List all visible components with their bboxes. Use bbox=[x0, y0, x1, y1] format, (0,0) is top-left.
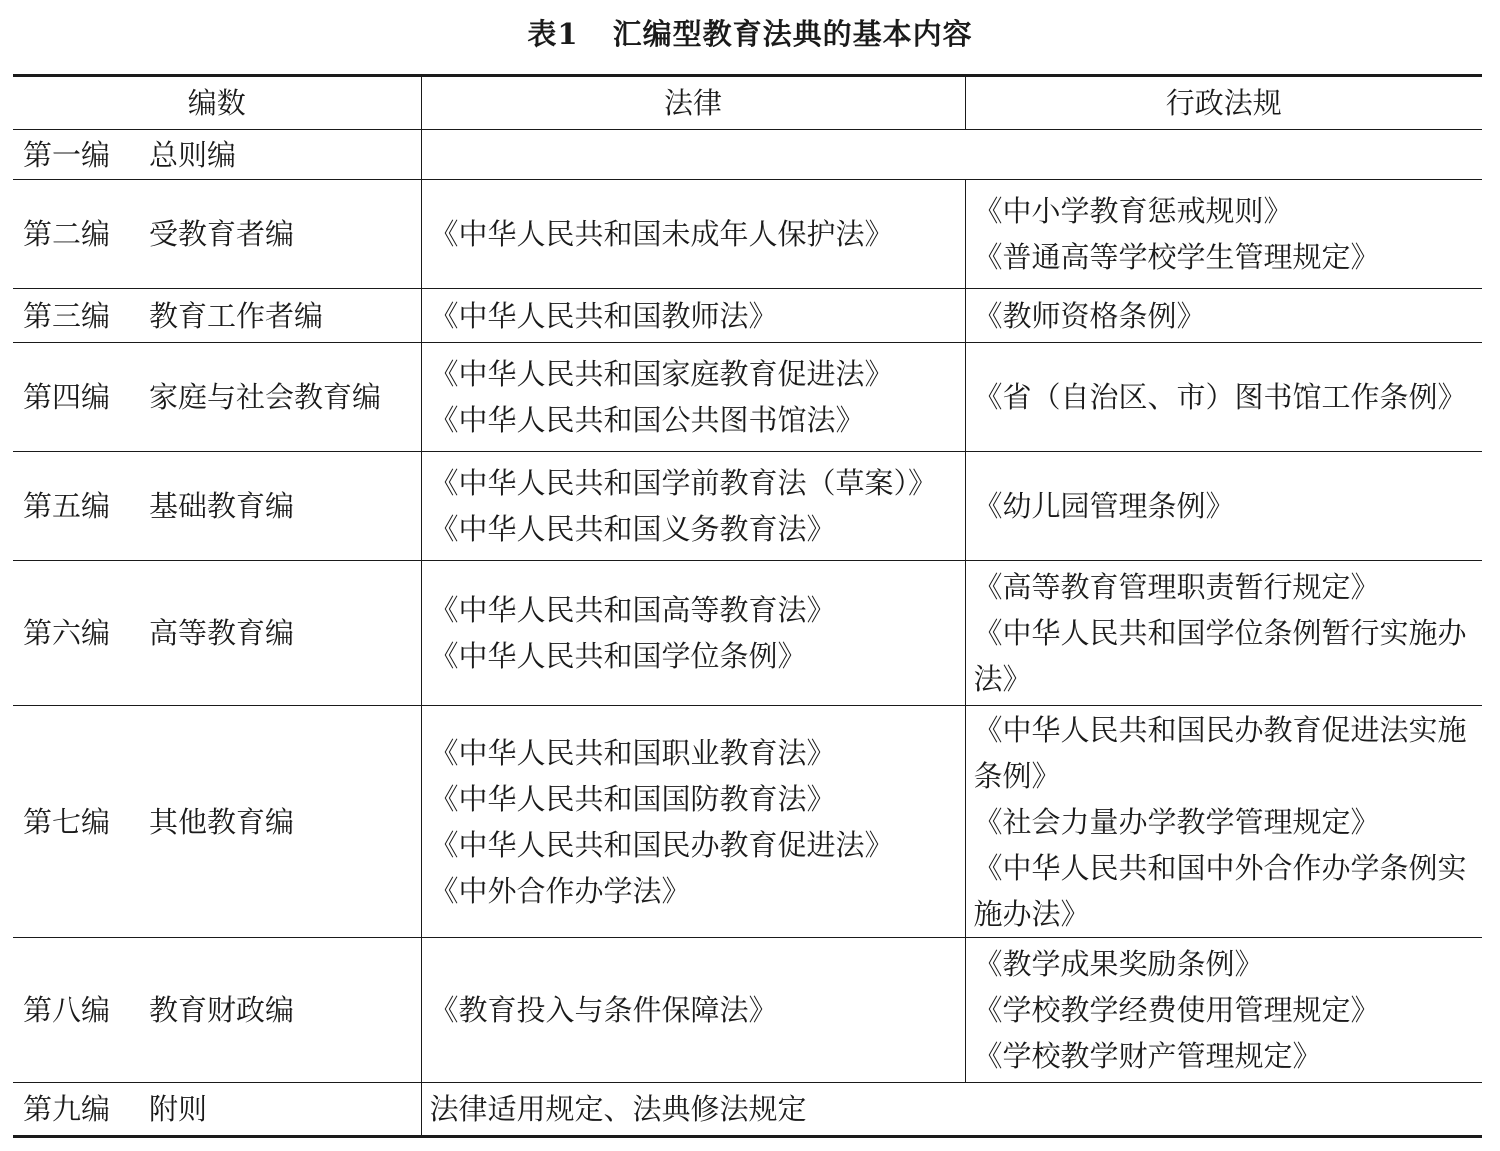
reg-cell bbox=[965, 452, 1482, 561]
law-cell bbox=[421, 706, 965, 938]
header-bian: 编数 bbox=[13, 76, 421, 130]
bian-name: 受教育者编 bbox=[149, 217, 295, 251]
bian-name: 附则 bbox=[149, 1092, 208, 1126]
reg-item: 《中小学教育惩戒规则》 bbox=[973, 194, 1293, 228]
bian-cell bbox=[13, 938, 421, 1083]
bian-number: 第一编 bbox=[23, 137, 111, 172]
law-cell bbox=[421, 561, 965, 706]
bian-name: 家庭与社会教育编 bbox=[149, 380, 382, 414]
table-row bbox=[13, 561, 1482, 706]
table-title: 汇编型教育法典的基本内容 bbox=[612, 17, 973, 51]
table-header bbox=[13, 76, 1482, 130]
law-item: 《教育投入与条件保障法》 bbox=[429, 993, 778, 1027]
bian-number: 第九编 bbox=[23, 1092, 111, 1126]
law-item: 《中华人民共和国高等教育法》 bbox=[429, 593, 836, 627]
reg-item: 《幼儿园管理条例》 bbox=[973, 489, 1235, 523]
bian-cell bbox=[13, 1083, 421, 1137]
bian-number: 第七编 bbox=[23, 804, 111, 839]
bian-name: 高等教育编 bbox=[149, 616, 295, 650]
law-item: 《中华人民共和国教师法》 bbox=[429, 298, 778, 333]
reg-item: 《中华人民共和国中外合作办学条例实施办法》 bbox=[973, 850, 1467, 931]
bian-name: 基础教育编 bbox=[149, 489, 295, 523]
law-item: 《中华人民共和国家庭教育促进法》 bbox=[429, 357, 894, 391]
header-reg: 行政法规 bbox=[965, 76, 1482, 130]
table-row bbox=[13, 1083, 1482, 1137]
bian-number: 第六编 bbox=[23, 616, 111, 650]
bian-cell bbox=[13, 343, 421, 452]
bian-cell bbox=[13, 706, 421, 938]
codex-table bbox=[13, 74, 1482, 1138]
reg-cell bbox=[965, 706, 1482, 938]
reg-item: 《中华人民共和国民办教育促进法实施条例》 bbox=[973, 712, 1467, 793]
bian-cell bbox=[13, 180, 421, 289]
reg-item: 《教学成果奖励条例》 bbox=[973, 947, 1264, 981]
law-item: 《中华人民共和国国防教育法》 bbox=[429, 781, 836, 816]
empty-merged-cell bbox=[421, 130, 1482, 180]
reg-cell bbox=[965, 180, 1482, 289]
bian-cell bbox=[13, 561, 421, 706]
law-item: 《中华人民共和国学前教育法（草案）》 bbox=[429, 466, 938, 500]
bian-cell bbox=[13, 289, 421, 343]
bian-number: 第五编 bbox=[23, 489, 111, 523]
reg-item: 《中华人民共和国学位条例暂行实施办法》 bbox=[973, 616, 1467, 696]
law-cell bbox=[421, 289, 965, 343]
reg-cell bbox=[965, 343, 1482, 452]
table-row bbox=[13, 289, 1482, 343]
merged-text: 法律适用规定、法典修法规定 bbox=[429, 1092, 807, 1126]
reg-item: 《高等教育管理职责暂行规定》 bbox=[973, 570, 1380, 604]
table-row bbox=[13, 938, 1482, 1083]
law-item: 《中华人民共和国义务教育法》 bbox=[429, 512, 836, 546]
reg-cell bbox=[965, 561, 1482, 706]
table-row bbox=[13, 706, 1482, 938]
bian-name: 总则编 bbox=[149, 137, 237, 172]
reg-item: 《学校教学经费使用管理规定》 bbox=[973, 993, 1380, 1027]
table-row bbox=[13, 343, 1482, 452]
law-cell bbox=[421, 452, 965, 561]
reg-item: 《学校教学财产管理规定》 bbox=[973, 1039, 1322, 1073]
bian-name: 其他教育编 bbox=[149, 804, 295, 839]
reg-cell bbox=[965, 289, 1482, 343]
bian-number: 第八编 bbox=[23, 993, 111, 1027]
reg-item: 《社会力量办学教学管理规定》 bbox=[973, 804, 1380, 839]
bian-number: 第二编 bbox=[23, 217, 111, 251]
table-body bbox=[13, 130, 1482, 1137]
table-row bbox=[13, 180, 1482, 289]
law-item: 《中华人民共和国学位条例》 bbox=[429, 639, 807, 673]
header-law: 法律 bbox=[421, 76, 965, 130]
law-item: 《中华人民共和国民办教育促进法》 bbox=[429, 827, 894, 862]
reg-item: 《普通高等学校学生管理规定》 bbox=[973, 240, 1380, 274]
law-cell bbox=[421, 343, 965, 452]
merged-cell bbox=[421, 1083, 1482, 1137]
bian-cell bbox=[13, 130, 421, 180]
law-item: 《中华人民共和国公共图书馆法》 bbox=[429, 403, 865, 437]
reg-item: 《省（自治区、市）图书馆工作条例》 bbox=[973, 380, 1467, 414]
bian-name: 教育财政编 bbox=[149, 993, 295, 1027]
bian-cell bbox=[13, 452, 421, 561]
law-cell bbox=[421, 180, 965, 289]
table-caption bbox=[0, 10, 1500, 58]
law-item: 《中外合作办学法》 bbox=[429, 873, 691, 908]
law-cell bbox=[421, 938, 965, 1083]
bian-number: 第四编 bbox=[23, 380, 111, 414]
law-item: 《中华人民共和国未成年人保护法》 bbox=[429, 217, 894, 251]
bian-number: 第三编 bbox=[23, 298, 111, 333]
header-row bbox=[13, 76, 1482, 130]
table-row bbox=[13, 452, 1482, 561]
table-number: 表1 bbox=[527, 17, 579, 51]
reg-cell bbox=[965, 938, 1482, 1083]
table-row bbox=[13, 130, 1482, 180]
bian-name: 教育工作者编 bbox=[149, 298, 324, 333]
reg-item: 《教师资格条例》 bbox=[973, 298, 1206, 333]
law-item: 《中华人民共和国职业教育法》 bbox=[429, 735, 836, 770]
